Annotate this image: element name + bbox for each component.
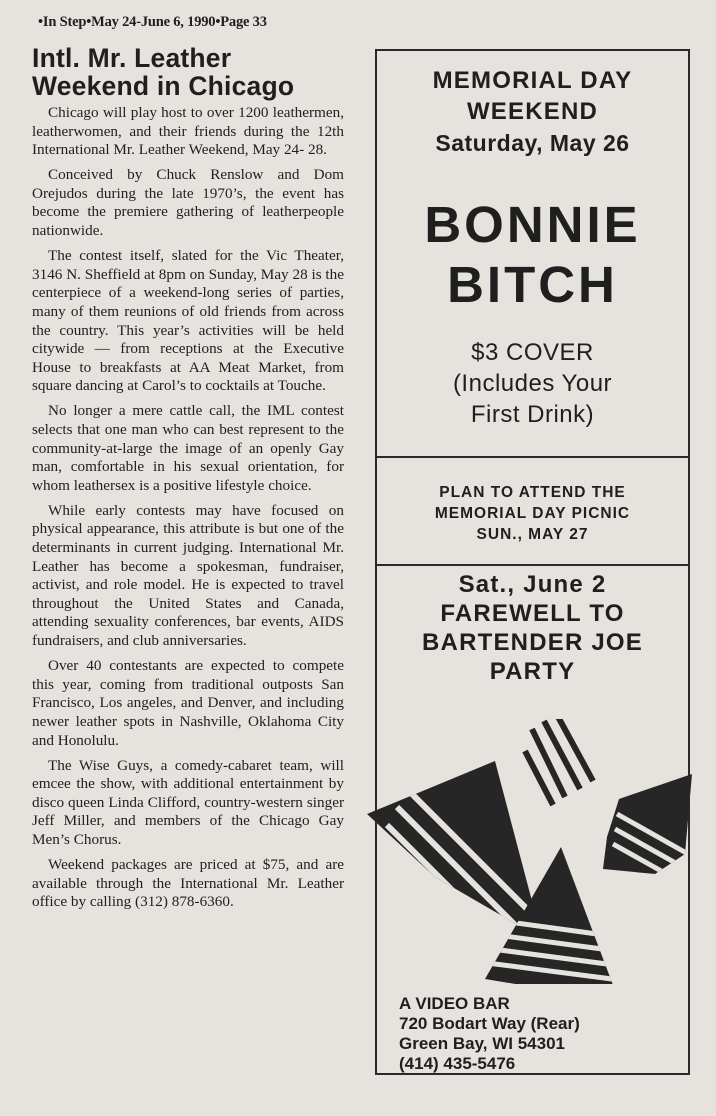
article-paragraph: No longer a mere cattle call, the IML contest selects that one man who can best represent to the community-at-large the image of an openly Gay man, comfortable in his sexual orientation, for whom leathersex is a positive lifestyle choice. <box>32 402 344 494</box>
cover-line-3: First Drink) <box>470 401 595 428</box>
memorial-line-2: WEEKEND <box>466 98 599 125</box>
article <box>32 44 344 918</box>
article-paragraph: The contest itself, slated for the Vic Theater, 3146 N. Sheffield at 8pm on Sunday, May 28 is the centerpiece of a weekend-long series of parties, many of them reunions of old friends from across the country. This year’s activities will be held citywide — from receptions at the Executive House to breakfasts at AA Meat Market, from square dancing at Carol’s to cocktails at Touche. <box>32 247 344 395</box>
headline-line-1: Intl. Mr. Leather <box>32 43 232 73</box>
picnic-line-1: PLAN TO ATTEND THE <box>439 484 626 501</box>
ad-memorial-heading <box>377 65 688 127</box>
address-line-1: A VIDEO BAR <box>399 994 510 1013</box>
picnic-line-2: MEMORIAL DAY PICNIC <box>434 505 631 522</box>
memorial-line-1: MEMORIAL DAY <box>432 67 633 94</box>
farewell-line-1: Sat., June 2 <box>458 571 607 598</box>
picnic-line-3: SUN., MAY 27 <box>476 526 589 543</box>
article-headline <box>32 44 344 100</box>
article-paragraph: The Wise Guys, a comedy-cabaret team, will emcee the show, with additional entertainment by disco queen Linda Clifford, country-western singer Jeff Miller, and members of the Chicago Gay Men’s Chorus. <box>32 756 344 848</box>
farewell-line-4: PARTY <box>489 658 576 685</box>
ad-performer <box>377 195 688 315</box>
ad-farewell-text <box>377 570 688 686</box>
cover-line-1: $3 COVER <box>471 339 594 366</box>
article-paragraph: While early contests may have focused on physical appearance, this attribute is but one of the determinants in current judging. International Mr. Leather has become a spokesman, fundraiser, activist, and role model. He is expected to travel throughout the United States and Canada, attending sexuality conferences, bar events, AIDS fundraisers, and club anniversaries. <box>32 501 344 650</box>
ad-picnic-section <box>377 456 688 566</box>
cover-line-2: (Includes Your <box>452 370 613 397</box>
farewell-line-2: FAREWELL TO <box>440 600 625 627</box>
article-paragraph: Conceived by Chuck Renslow and Dom Orejudos during the late 1970’s, the event has become the premiere gathering of leatherpeople nationwide. <box>32 166 344 240</box>
headline-line-2: Weekend in Chicago <box>32 71 295 101</box>
ad-memorial-date: Saturday, May 26 <box>435 130 630 156</box>
zas-logo-icon <box>367 719 697 984</box>
address-line-3: Green Bay, WI 54301 <box>399 1034 565 1053</box>
ad-farewell-section <box>377 564 688 1073</box>
article-paragraph: Weekend packages are priced at $75, and are available through the International Mr. Leather office by calling (312) 878-6360. <box>32 856 344 911</box>
page-header: •In Step•May 24-June 6, 1990•Page 33 <box>38 14 267 30</box>
ad-memorial-section <box>377 51 688 456</box>
article-paragraph: Over 40 contestants are expected to compete this year, coming from traditional outposts San Francisco, Los angeles, and Denver, and including newer leather spots in Nashville, Oklahoma City and Honolulu. <box>32 657 344 749</box>
article-paragraph: Chicago will play host to over 1200 leathermen, leatherwomen, and their friends during the 12th International Mr. Leather Weekend, May 24- 28. <box>32 104 344 159</box>
ad-address <box>399 994 580 1074</box>
performer-line-2: BITCH <box>447 256 618 313</box>
bar-advertisement <box>375 49 690 1075</box>
address-line-2: 720 Bodart Way (Rear) <box>399 1014 580 1033</box>
performer-line-1: BONNIE <box>424 196 641 253</box>
address-line-4: (414) 435-5476 <box>399 1054 516 1073</box>
ad-picnic-text <box>377 482 688 545</box>
farewell-line-3: BARTENDER JOE <box>422 629 643 656</box>
ad-cover-charge <box>377 337 688 430</box>
